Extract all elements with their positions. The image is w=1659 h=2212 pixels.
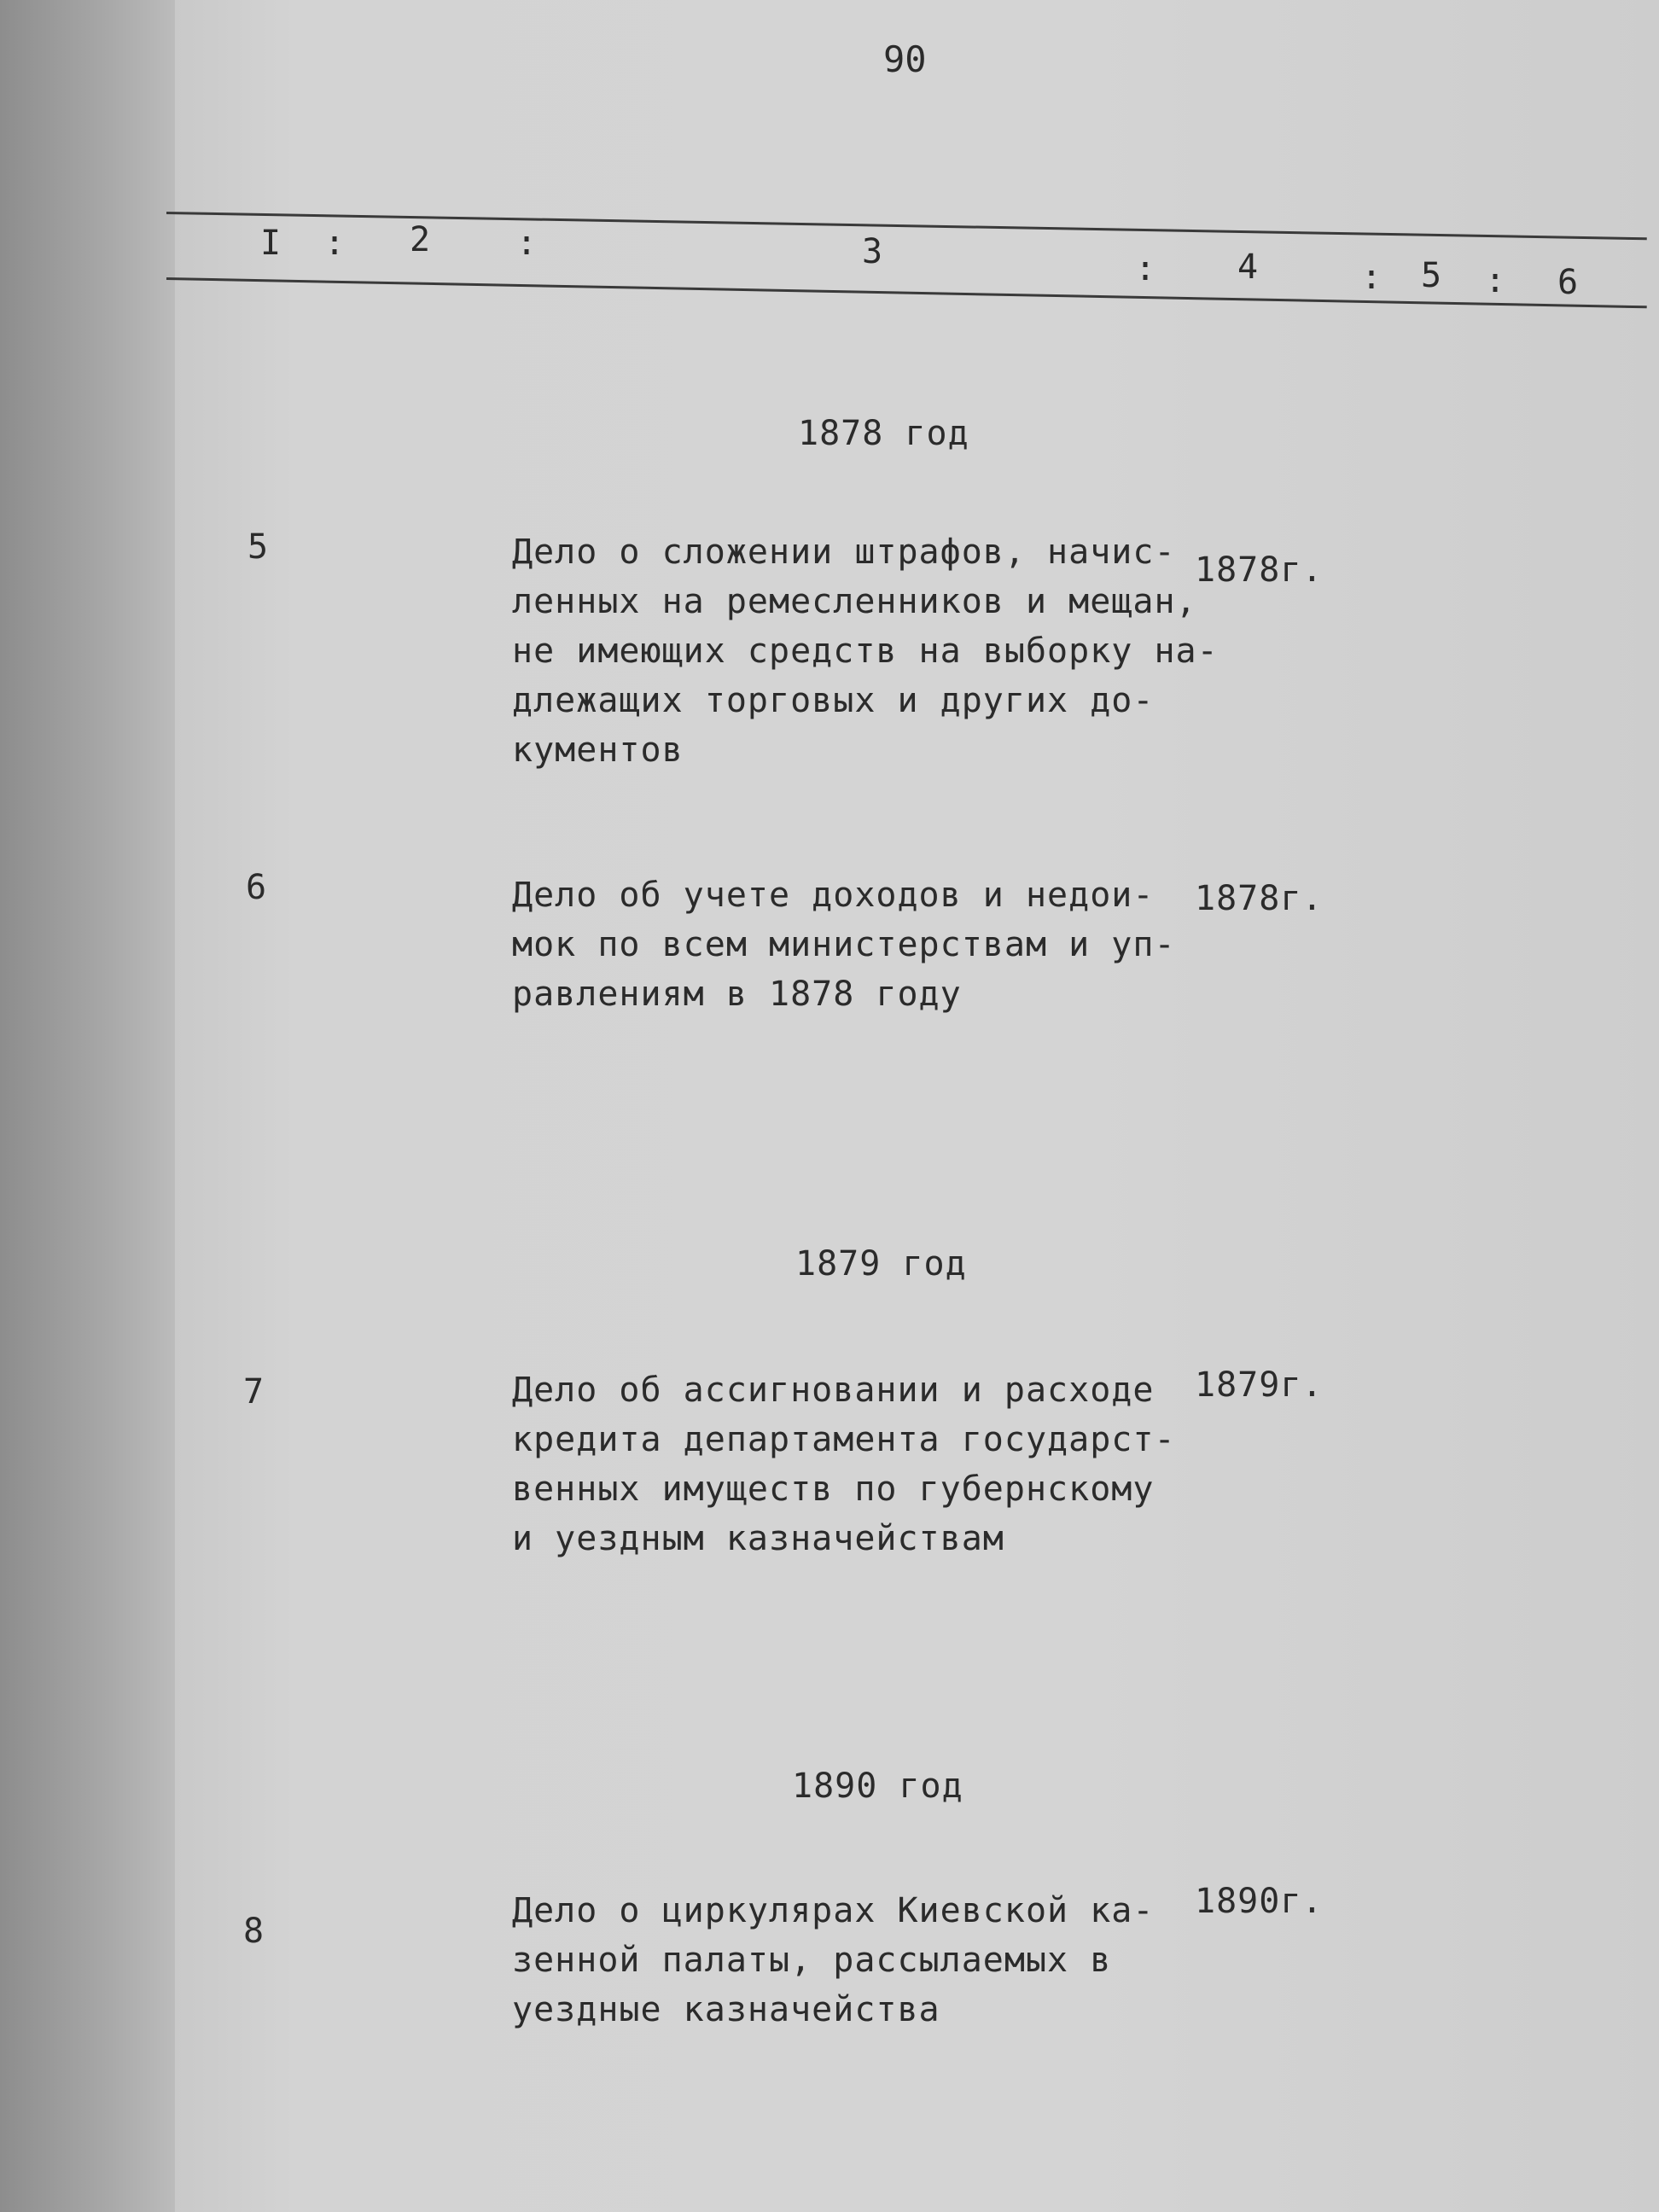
entry-line: венных имуществ по губернскому xyxy=(512,1470,1155,1509)
page-number: 90 xyxy=(883,38,927,80)
entry-description xyxy=(512,527,1263,775)
entry-line: Дело о сложении штрафов, начис- xyxy=(512,533,1176,572)
year-heading: 1879 год xyxy=(795,1244,967,1284)
year-heading: 1878 год xyxy=(798,414,969,453)
column-header-3: 3 xyxy=(862,232,883,271)
binding-shadow xyxy=(0,0,179,2212)
column-header-6: 6 xyxy=(1557,263,1579,302)
entry-number: 6 xyxy=(246,868,267,907)
column-separator: : xyxy=(1135,249,1156,288)
entry-line: уездные казначейства xyxy=(512,1990,940,2029)
entry-line: Дело о циркулярах Киевской ка- xyxy=(512,1891,1155,1930)
entry-line: мок по всем министерствам и уп- xyxy=(512,925,1176,964)
entry-number: 8 xyxy=(243,1912,265,1951)
entry-date: 1890г. xyxy=(1195,1882,1324,1921)
entry-line: не имеющих средств на выборку на- xyxy=(512,632,1219,671)
entry-line: зенной палаты, рассылаемых в xyxy=(512,1941,1112,1980)
column-header-4: 4 xyxy=(1237,247,1259,287)
entry-number: 7 xyxy=(243,1372,265,1412)
entry-line: Дело об ассигновании и расходе xyxy=(512,1371,1155,1410)
entry-description xyxy=(512,1886,1263,2034)
entry-line: кредита департамента государст- xyxy=(512,1420,1176,1459)
column-separator: : xyxy=(516,224,538,263)
entry-description xyxy=(512,870,1263,1019)
entry-line: и уездным казначействам xyxy=(512,1519,1004,1558)
entry-line: равлениям в 1878 году xyxy=(512,975,962,1014)
entry-description xyxy=(512,1365,1263,1563)
entry-line: длежащих торговых и других до- xyxy=(512,681,1155,720)
entry-number: 5 xyxy=(247,527,269,567)
column-header-1: I xyxy=(260,224,282,263)
entry-date: 1879г. xyxy=(1195,1365,1324,1405)
column-separator: : xyxy=(324,224,346,263)
column-header-2: 2 xyxy=(410,220,431,259)
year-heading: 1890 год xyxy=(792,1767,963,1806)
entry-date: 1878г. xyxy=(1195,550,1324,590)
entry-date: 1878г. xyxy=(1195,879,1324,918)
column-header-5: 5 xyxy=(1421,256,1442,295)
column-separator: : xyxy=(1485,261,1506,300)
document-page xyxy=(175,0,1659,2212)
entry-line: Дело об учете доходов и недои- xyxy=(512,876,1155,915)
column-separator: : xyxy=(1361,258,1382,297)
entry-line: кументов xyxy=(512,731,684,770)
entry-line: ленных на ремесленников и мещан, xyxy=(512,582,1197,621)
